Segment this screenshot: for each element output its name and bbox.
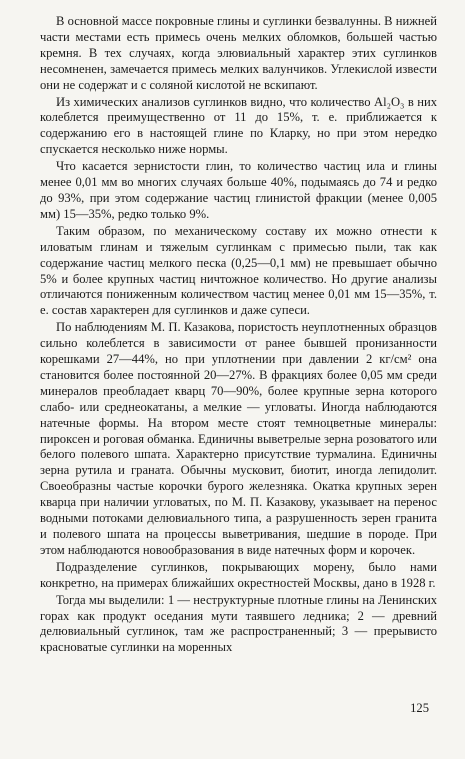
paragraph-2: Из химических анализов суглинков видно, что количество Al₂O₃ в них колеблется преимущественно от 11 до 15%, т. е. приближается к содержанию его в настоящей глине по Кларку, но при этом нередко спускается несколько ниже нормы. xyxy=(40,94,437,157)
page-number: 125 xyxy=(410,701,429,715)
paragraph-3: Что касается зернистости глин, то количество частиц ила и глины менее 0,01 мм во многих случаях больше 40%, подымаясь до 74 и редко до 93%, при этом содержание частиц глинистой фракции (менее 0,005 мм) 15—35%, редко только 9%. xyxy=(40,159,437,221)
paragraph-5: По наблюдениям М. П. Казакова, пористость неуплотненных образцов сильно колеблется в зависимости от ранее бывшей пронизанности корешками 27—44%, но при уплотнении при давлении 2 кг/см² она становится более постоянной 20—27%. В фракциях более 0,05 мм среди минералов преобладает кварц 70—90%, более крупные зерна которого слабо- или среднеокатаны, а мелкие — угловаты. Иногда наблюдаются натечные формы. На втором месте стоят темноцветные минералы: пироксен и роговая обманка. Единичны выветрелые зерна розоватого или белого полевого шпата. Характерно присутствие турмалина. Единичны зерна рутила и граната. Обычны мусковит, биотит, иногда лепидолит. Своеобразны частые корочки бурого железняка. Окатка крупных зерен кварца при наличии угловатых, по М. П. Казакову, указывает на перенос водными потоками делювиального типа, а разрушенность зерен гранита и полевого шпата на процессы выветривания, шедшие в породе. При этом наблюдаются новообразования в виде натечных форм и корочек. xyxy=(40,320,437,557)
paragraph-7: Тогда мы выделили: 1 — неструктурные плотные глины на Ленинских горах как продукт оседания мути таявшего ледника; 2 — древний делювиальный суглинок, там же распространенный; 3 — прерывисто красноватые суглинки на моренных xyxy=(40,592,437,655)
paragraph-1: В основной массе покровные глины и суглинки безвалунны. В нижней части местами есть примесь очень мелких обломков, большей частью кремня. В тех случаях, когда элювиальный характер этих суглинков несомненен, замечается примесь мелких валунчиков. Углекислой извести они не содержат и с соляной кислотой не вскипают. xyxy=(40,14,437,92)
paragraph-6: Подразделение суглинков, покрывающих морену, было нами конкретно, на примерах ближайших окрестностей Москвы, дано в 1928 г. xyxy=(40,559,437,590)
paragraph-4: Таким образом, по механическому составу их можно отнести к иловатым глинам и тяжелым суглинкам с примесью пыли, так как содержание частиц мелкого песка (0,25—0,1 мм) не превышает обычно 5% и более крупных частиц ничтожное количество. Но другие анализы отличаются пониженным количеством частиц менее 0,01 мм 15—35%, т. е. состав характерен для суглинков и даже супеси. xyxy=(40,223,437,318)
